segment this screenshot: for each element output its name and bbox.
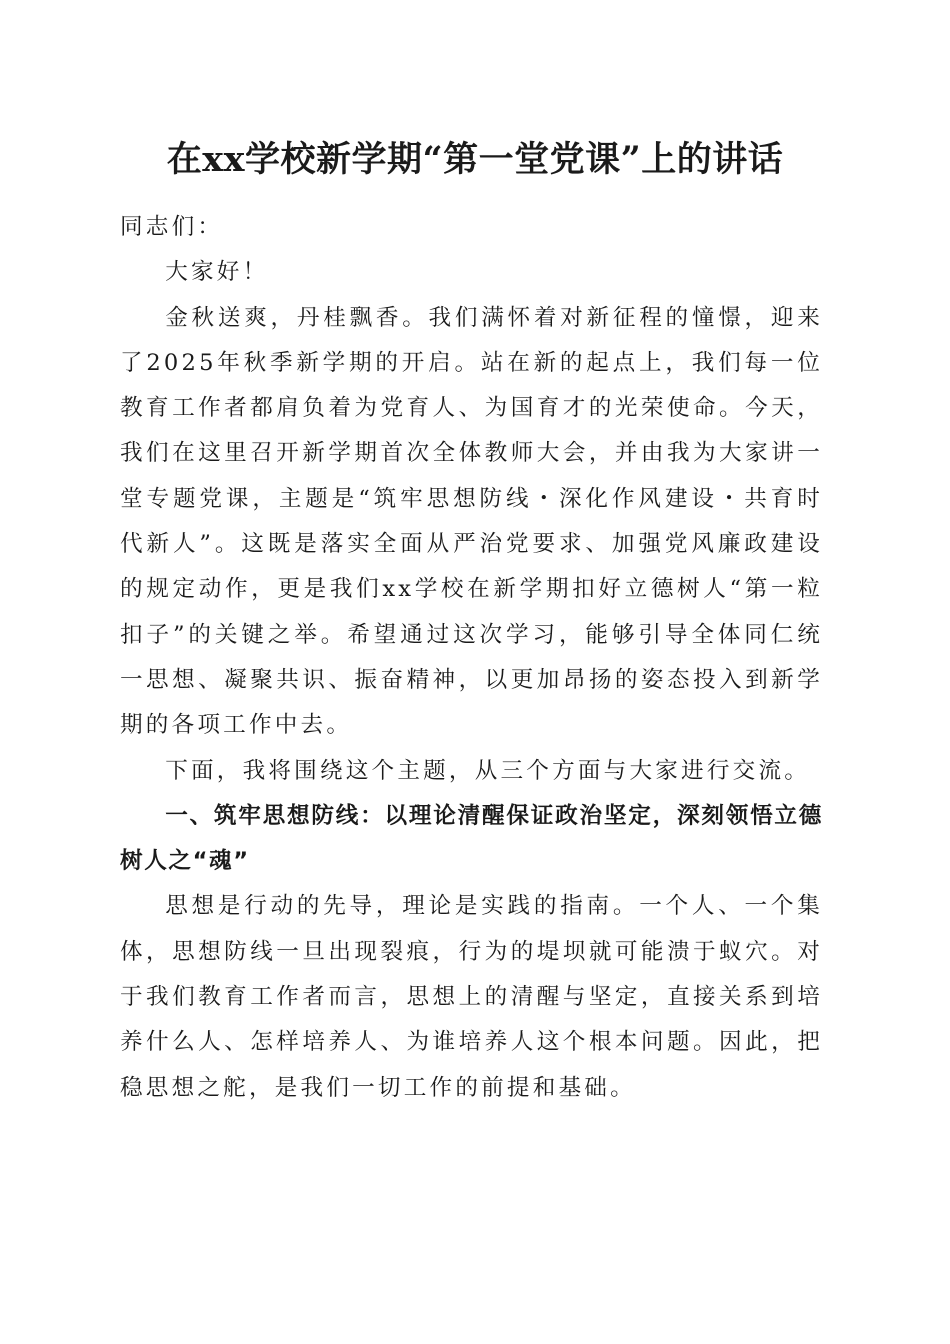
intro-paragraph: 金秋送爽，丹桂飘香。我们满怀着对新征程的憧憬，迎来了2025年秋季新学期的开启。站在新的起点上，我们每一位教育工作者都肩负着为党育人、为国育才的光荣使命。今天，我们在这里召开新学期首次全体教师大会，并由我为大家讲一堂专题党课，主题是“筑牢思想防线・深化作风建设・共育时代新人”。这既是落实全面从严治党要求、加强党风廉政建设的规定动作，更是我们xx学校在新学期扣好立德树人“第一粒扣子”的关键之举。希望通过这次学习，能够引导全体同仁统一思想、凝聚共识、振奋精神，以更加昂扬的姿态投入到新学期的各项工作中去。: [120, 304, 823, 739]
section-1-heading: 一、筑牢思想防线：以理论清醒保证政治坚定，深刻领悟立德树人之“魂”: [120, 802, 823, 875]
document-body: [120, 205, 823, 1111]
outline-paragraph: 下面，我将围绕这个主题，从三个方面与大家进行交流。: [165, 757, 811, 784]
greeting: 大家好！: [165, 259, 269, 286]
document-title: 在xx学校新学期“第一堂党课”上的讲话: [166, 139, 784, 180]
section-1-paragraph: 思想是行动的先导，理论是实践的指南。一个人、一个集体，思想防线一旦出现裂痕，行为的堤坝就可能溃于蚁穴。对于我们教育工作者而言，思想上的清醒与坚定，直接关系到培养什么人、怎样培养人、为谁培养人这个根本问题。因此，把稳思想之舵，是我们一切工作的前提和基础。: [120, 893, 823, 1101]
salutation: 同志们：: [120, 214, 224, 240]
